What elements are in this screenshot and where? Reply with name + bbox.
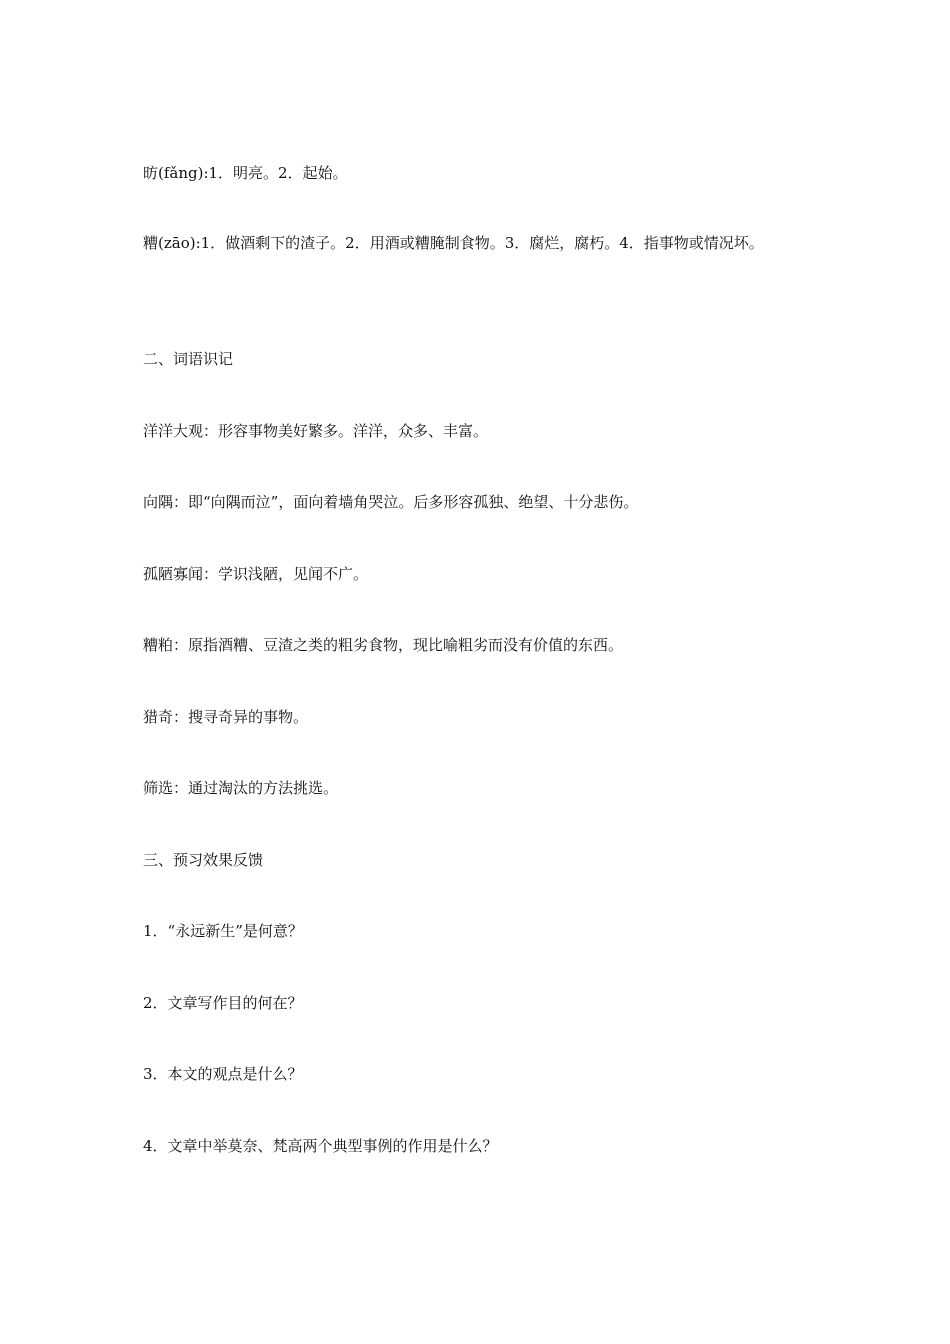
question-item: 4．文章中举莫奈、梵高两个典型事例的作用是什么？ xyxy=(143,1137,498,1155)
section-heading-vocabulary: 二、词语识记 xyxy=(143,350,234,368)
question-item: 2．文章写作目的何在？ xyxy=(143,994,303,1012)
vocab-item: 糟粕：原指酒糟、豆渣之类的粗劣食物，现比喻粗劣而没有价值的东西。 xyxy=(143,636,624,654)
vocab-item: 向隅：即“向隅而泣”，面向着墙角哭泣。后多形容孤独、绝望、十分悲伤。 xyxy=(143,493,639,511)
section-heading-feedback: 三、预习效果反馈 xyxy=(143,851,264,869)
vocab-item: 洋洋大观：形容事物美好繁多。洋洋，众多、丰富。 xyxy=(143,422,489,440)
question-item: 1．“永远新生”是何意？ xyxy=(143,922,303,940)
entry-fang: 昉(fǎng):1．明亮。2．起始。 xyxy=(143,164,348,182)
vocab-item: 筛选：通过淘汰的方法挑选。 xyxy=(143,779,339,797)
vocab-item: 猎奇：搜寻奇异的事物。 xyxy=(143,708,309,726)
vocab-item: 孤陋寡闻：学识浅陋，见闻不广。 xyxy=(143,565,369,583)
entry-zao: 糟(zāo):1．做酒剩下的渣子。2．用酒或糟腌制食物。3．腐烂，腐朽。4．指事物或情况坏。 xyxy=(143,234,764,252)
question-item: 3．本文的观点是什么？ xyxy=(143,1065,303,1083)
